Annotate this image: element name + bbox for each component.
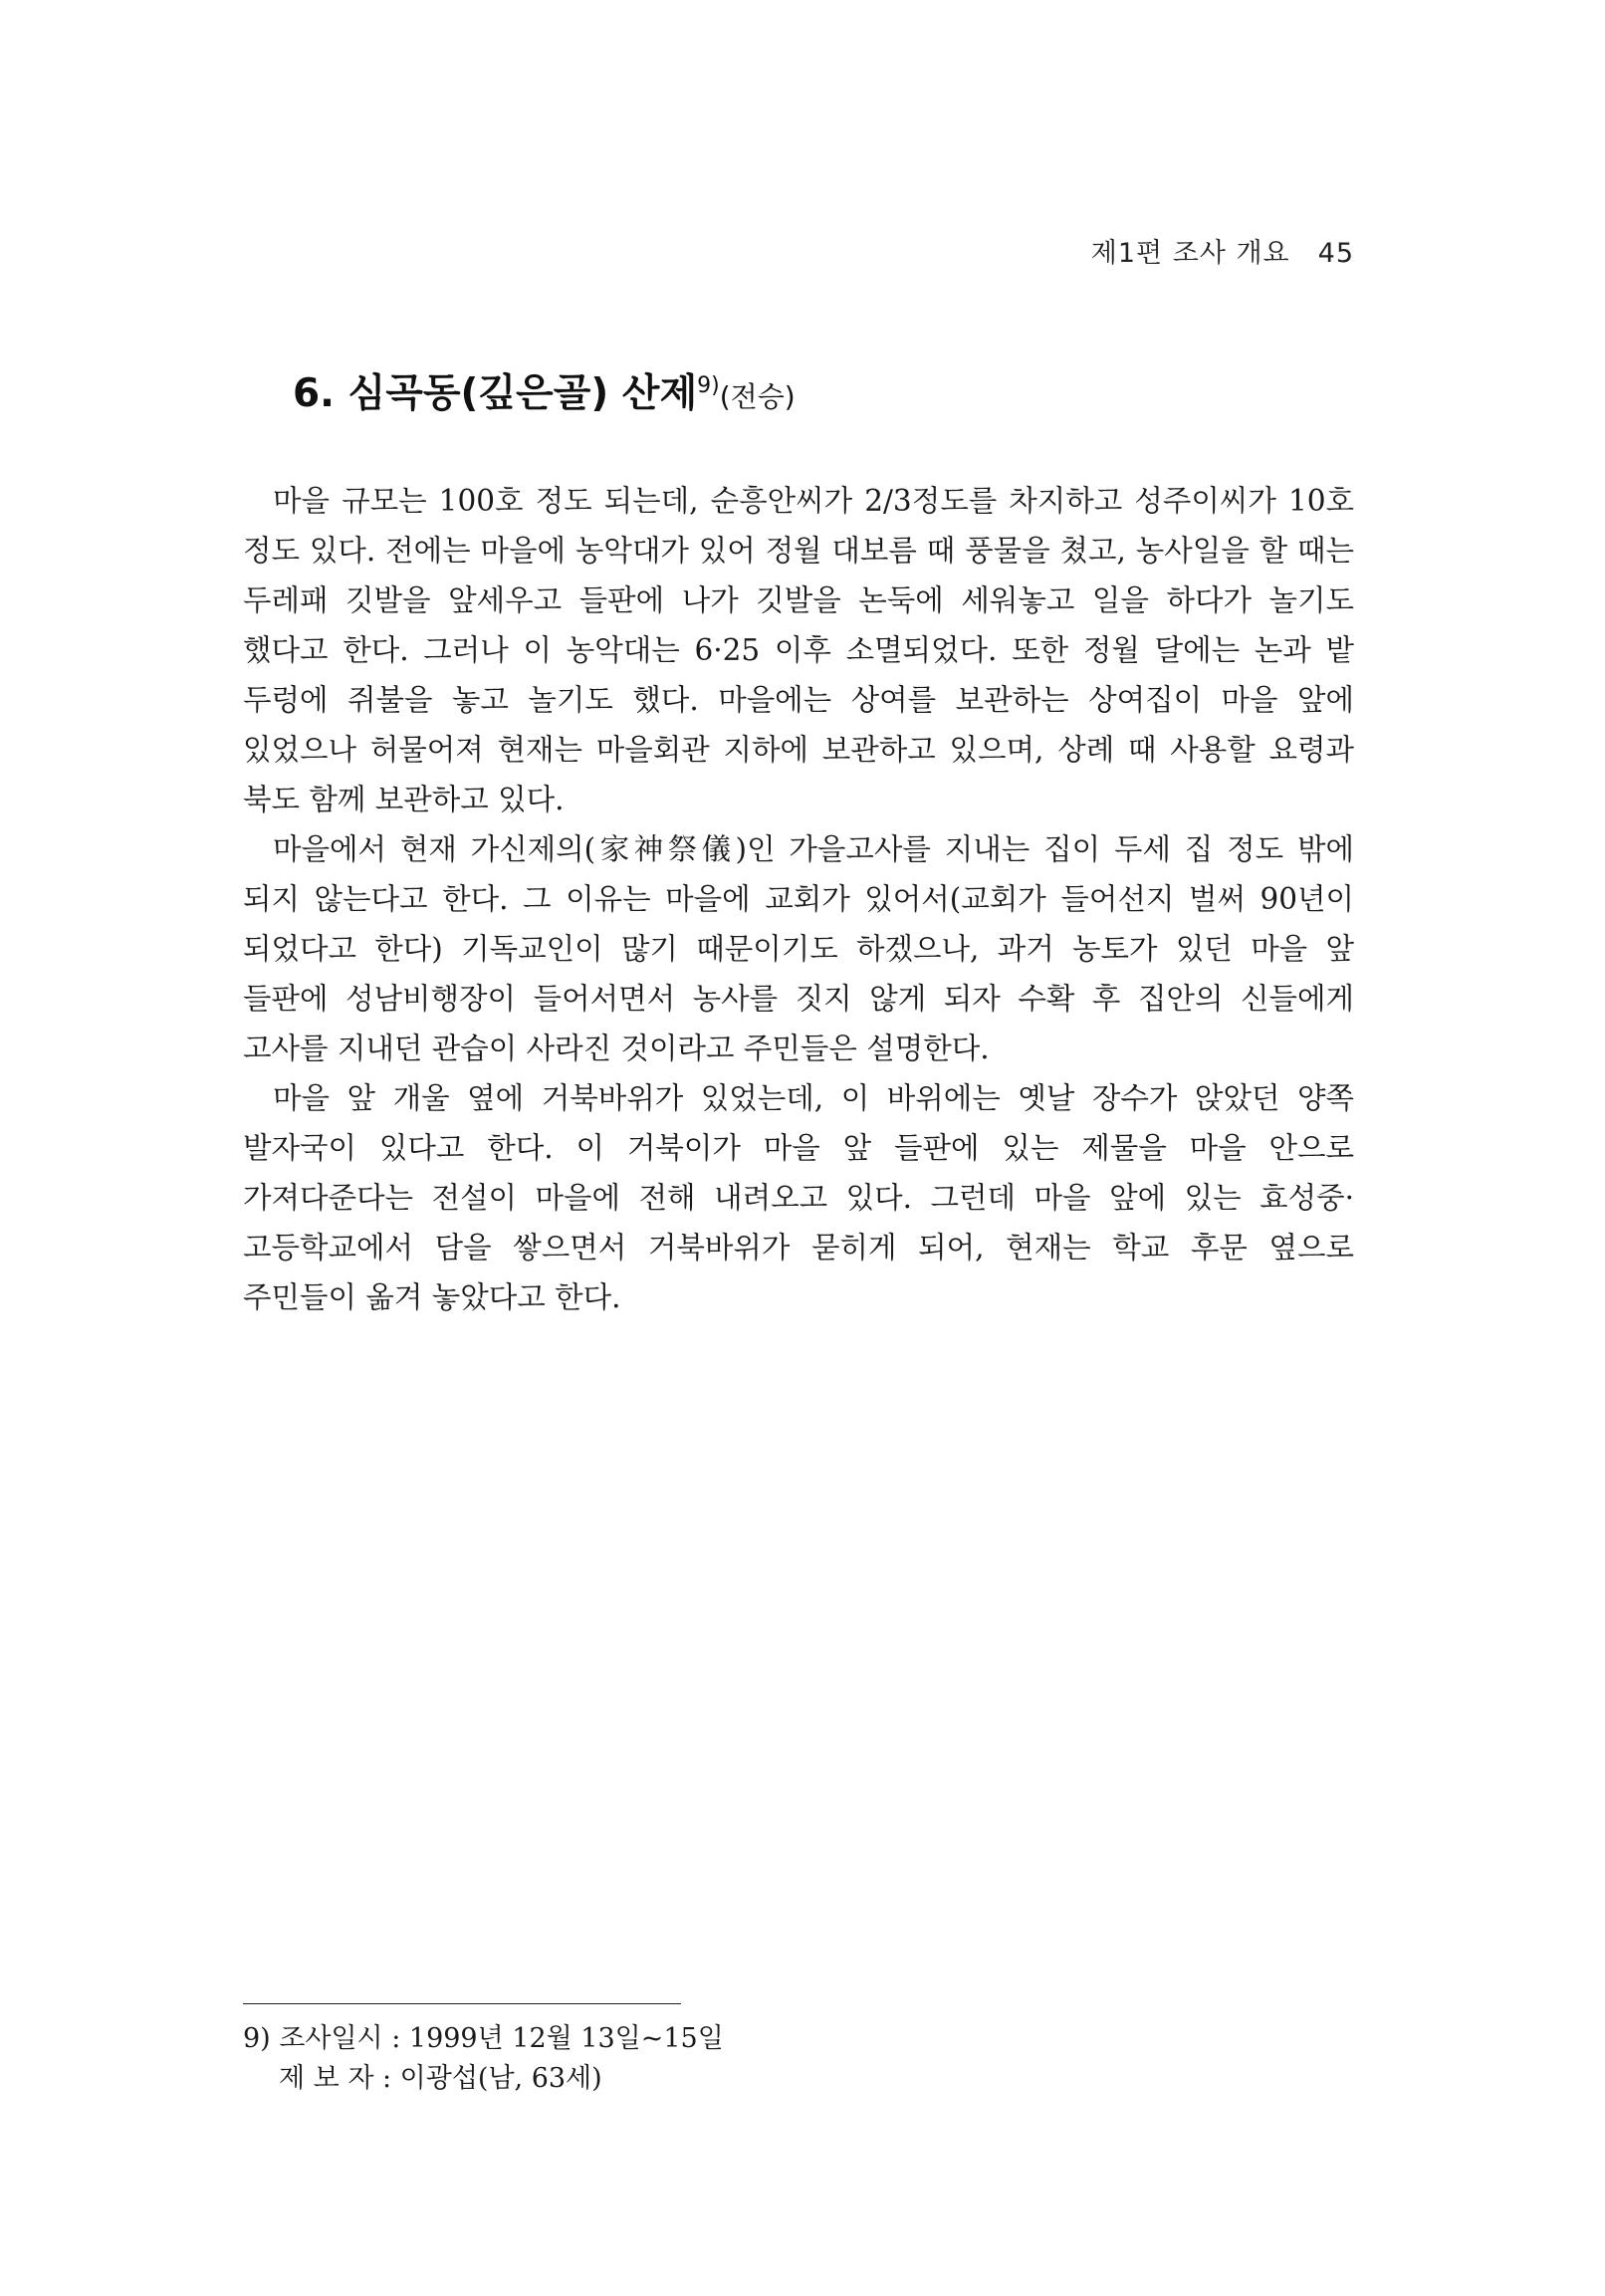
footnotes: [243, 2019, 724, 2099]
footnote-text: 조사일시 : 1999년 12월 13일~15일: [279, 2023, 724, 2054]
running-title: 제1편 조사 개요: [1090, 238, 1290, 269]
footnote-line: [243, 2019, 724, 2059]
section-title: 6. 심곡동(깊은골) 산제: [293, 371, 698, 416]
footnote-divider: [243, 2003, 681, 2004]
paragraph: 마을 규모는 100호 정도 되는데, 순흥안씨가 2/3정도를 차지하고 성주이씨가 10호 정도 있다. 전에는 마을에 농악대가 있어 정월 대보름 때 풍물을 쳤고, 농사일을 할 때는 두레패 깃발을 앞세우고 들판에 나가 깃발을 논둑에 세워놓고 일을 하다가 놀기도 했다고 한다. 그러나 이 농악대는 6·25 이후 소멸되었다. 또한 정월 달에는 논과 밭 두렁에 쥐불을 놓고 놀기도 했다. 마을에는 상여를 보관하는 상여집이 마을 앞에 있었으나 허물어져 현재는 마을회관 지하에 보관하고 있으며, 상례 때 사용할 요령과 북도 함께 보관하고 있다.: [243, 484, 1354, 816]
page-number: 45: [1317, 238, 1354, 269]
running-header: [1091, 231, 1354, 270]
paragraph: 마을에서 현재 가신제의(家神祭儀)인 가을고사를 지내는 집이 두세 집 정도 밖에 되지 않는다고 한다. 그 이유는 마을에 교회가 있어서(교회가 들어선지 벌써 90년이 되었다고 한다) 기독교인이 많기 때문이기도 하겠으나, 과거 농토가 있던 마을 앞 들판에 성남비행장이 들어서면서 농사를 짓지 않게 되자 수확 후 집안의 신들에게 고사를 지내던 관습이 사라진 것이라고 주민들은 설명한다.: [243, 832, 1354, 1065]
footnote-text: 제 보 자 : 이광섭(남, 63세): [279, 2063, 602, 2094]
paragraph: 마을 앞 개울 옆에 거북바위가 있었는데, 이 바위에는 옛날 장수가 앉았던 양쪽 발자국이 있다고 한다. 이 거북이가 마을 앞 들판에 있는 제물을 마을 안으로 가져다준다는 전설이 마을에 전해 내려오고 있다. 그런데 마을 앞에 있는 효성중·고등학교에서 담을 쌓으면서 거북바위가 묻히게 되어, 현재는 학교 후문 옆으로 주민들이 옮겨 놓았다고 한다.: [243, 1081, 1354, 1314]
section-note: (전승): [719, 380, 796, 413]
body-text: [243, 476, 1354, 1322]
section-heading: [293, 362, 796, 418]
footnote-mark: 9): [243, 2023, 271, 2054]
footnote-line: [243, 2059, 724, 2099]
footnote-reference[interactable]: 9): [697, 373, 720, 398]
